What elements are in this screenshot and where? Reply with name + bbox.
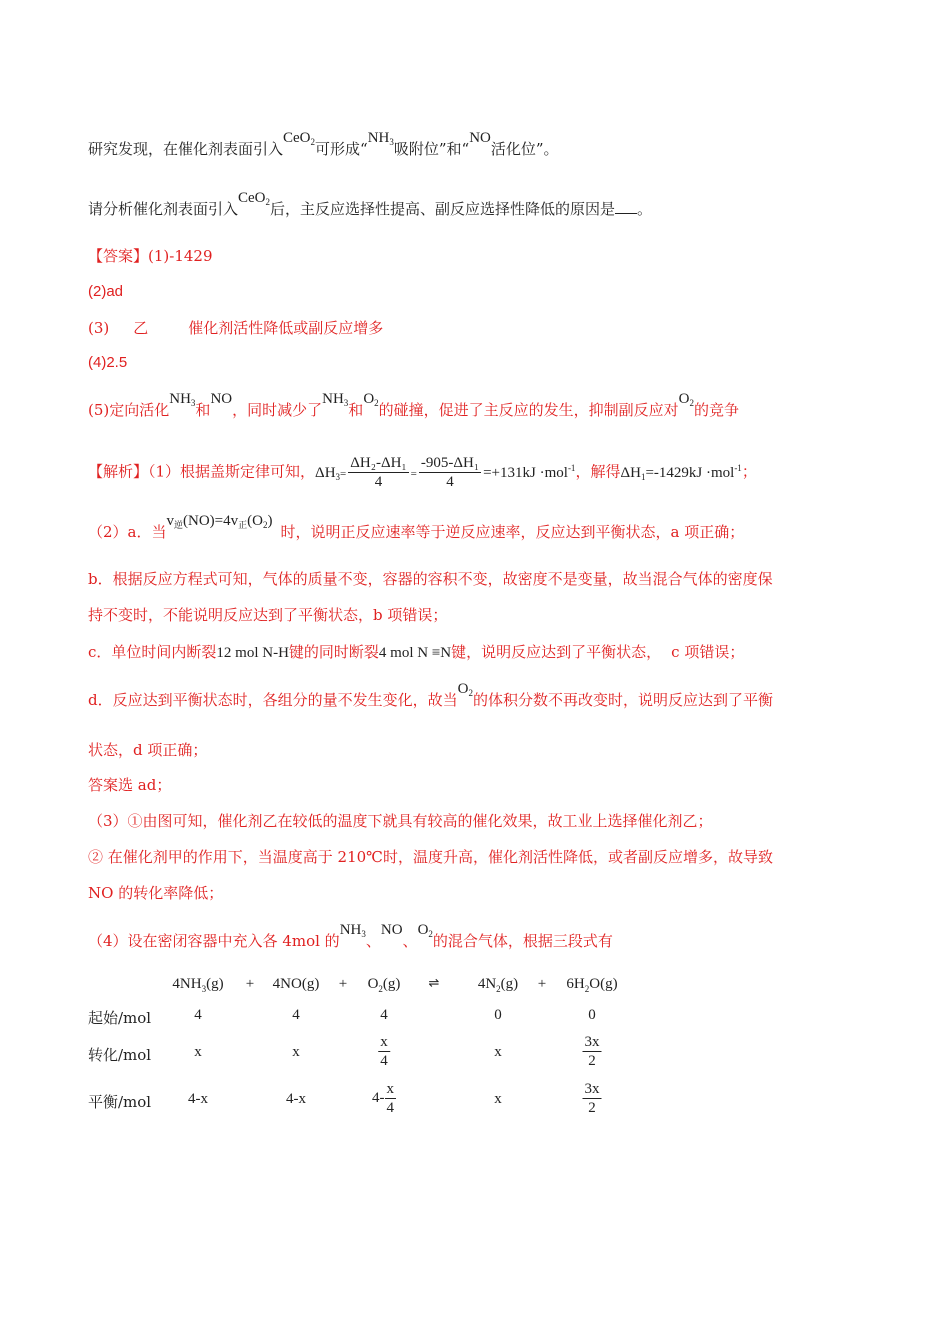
text: 的混合气体，根据三段式有 (432, 932, 613, 950)
analysis-line-2 (88, 513, 745, 548)
answer-heading: 【答案】(1)-1429 (88, 247, 213, 265)
text: 吸附位”和“ (393, 140, 470, 158)
analysis-line-1 (88, 454, 757, 491)
analysis-line-4: 持不变时，不能说明反应达到了平衡状态，b 项错误； (88, 606, 448, 624)
analysis-line-5 (88, 641, 744, 664)
fraction-2: $\frac{\text{-905-ΔH₁}}{4}$ (420, 455, 480, 490)
text: ； (741, 462, 757, 481)
text: （2）a．当 (88, 523, 167, 541)
result-value: =+131kJ ·mol$^{-1}$ (483, 462, 576, 481)
analysis-line-6 (88, 681, 773, 716)
text: 的竞争 (694, 401, 740, 419)
answer-part-5 (88, 391, 740, 426)
equals: = (340, 467, 347, 480)
text: ，同时减少了 (232, 401, 323, 419)
analysis-line-9: （3）①由图可知，催化剂乙在较低的温度下就具有较高的催化效果，故工业上选择催化剂乙； (88, 812, 713, 830)
product-n2: $4N_2(g)$ (477, 976, 519, 994)
nh-bond-amount: 12 mol N-H (216, 645, 289, 661)
text: 【解析】（1）根据盖斯定律可知， (88, 462, 316, 481)
plus-sign: + (537, 976, 547, 992)
row-label: 平衡/mol (88, 1093, 152, 1111)
row-label: 转化/mol (88, 1046, 152, 1064)
nn-bond-amount: 4 mol N ≡N (378, 645, 452, 661)
text: 催化剂活性降低或副反应增多 (188, 319, 384, 337)
o2-formula: $O_2$ (678, 391, 695, 408)
reactant-nh3: $4NH_3(g)$ (172, 976, 224, 994)
reactant-o2: $O_2(g)$ (367, 976, 401, 994)
text: 请分析催化剂表面引入 (88, 200, 239, 218)
row-label: 起始/mol (88, 1009, 152, 1027)
table-cell-fraction: $\frac{3x}{2}$ (584, 1034, 600, 1069)
nh3-formula: $NH_3$ (169, 391, 196, 408)
table-cell: 4 (380, 1007, 388, 1023)
nh3-formula: $NH_3$ (339, 922, 366, 939)
no-formula: NO (380, 922, 403, 938)
table-cell-fraction: $\frac{x}{4}$ (380, 1034, 388, 1069)
plus-sign: + (245, 976, 255, 992)
nh3-formula: $NH_3$ (322, 391, 349, 408)
o2-formula: $O_2$ (363, 391, 379, 408)
analysis-line-8: 答案选 ad； (88, 776, 172, 794)
product-h2o: $6H_2O(g)$ (566, 976, 618, 994)
text: 键的同时断裂 (288, 643, 379, 661)
row-change (88, 1033, 648, 1077)
table-cell: x (494, 1091, 502, 1107)
reactant-no: 4NO(g) (272, 976, 320, 992)
text: (5)定向活化 (88, 401, 170, 419)
analysis-line-3: b．根据反应方程式可知，气体的质量不变，容器的容积不变，故密度不是变量，故当混合气体的密度保 (88, 570, 773, 588)
text: 时，说明正反应速率等于逆反应速率，反应达到平衡状态，a 项正确； (280, 523, 745, 541)
table-cell-fraction: 4- $\frac{x}{4}$ (372, 1081, 394, 1116)
text: 可形成“ (315, 140, 368, 158)
table-cell: 4-x (286, 1091, 306, 1107)
table-cell: x (494, 1044, 502, 1060)
row-equilibrium (88, 1080, 648, 1124)
table-cell: x (194, 1044, 202, 1060)
dh1-result: $\Delta H_1=-1429kJ \cdot mol^{-1}$ (620, 462, 742, 482)
text: 。 (637, 200, 653, 218)
equals: = (410, 467, 417, 480)
table-cell: 0 (494, 1007, 502, 1023)
text: 的碰撞，促进了主反应的发生，抑制副反应对 (378, 401, 679, 419)
text: 和 (348, 401, 364, 419)
analysis-line-10: ② 在催化剂甲的作用下，当温度高于 210℃时，温度升高，催化剂活性降低，或者副反应增多，故导致 (88, 848, 773, 866)
table-cell: 4-x (188, 1091, 208, 1107)
text: c 项错误； (671, 643, 745, 661)
table-cell: 4 (194, 1007, 202, 1023)
ceo2-formula: CeO$_2$ (283, 130, 316, 147)
text: 、 (402, 932, 418, 950)
table-cell: x (292, 1044, 300, 1060)
intro-line-1 (88, 130, 559, 165)
text: 活化位”。 (490, 140, 559, 158)
analysis-line-12 (88, 922, 613, 957)
text: 后，主反应选择性提高、副反应选择性降低的原因是 (270, 200, 616, 218)
text: 键，说明反应达到了平衡状态， (451, 643, 662, 661)
answer-part-4: (4)2.5 (88, 354, 128, 371)
rate-expression: $v_逆(NO)=4v_正(O_2)$ (166, 513, 273, 530)
plus-sign: + (338, 976, 348, 992)
text: （4）设在密闭容器中充入各 4mol 的 (88, 932, 340, 950)
text: 研究发现，在催化剂表面引入 (88, 140, 284, 158)
text: 乙 (133, 319, 149, 337)
o2-formula: $O_2$ (457, 681, 473, 698)
answer-part-2: (2)ad (88, 283, 124, 300)
fraction-1: $\frac{\text{ΔH₂-ΔH₁}}{4}$ (350, 455, 407, 490)
answer-blank (615, 199, 637, 214)
ceo2-formula: CeO$_2$ (238, 190, 271, 207)
analysis-line-7: 状态，d 项正确； (88, 741, 208, 759)
text: 和 (195, 401, 211, 419)
table-cell-fraction: $\frac{3x}{2}$ (584, 1081, 600, 1116)
no-formula: NO (469, 130, 491, 146)
text: 、 (365, 932, 381, 950)
equilibrium-arrow-icon: ⇌ (428, 976, 440, 991)
text: d．反应达到平衡状态时，各组分的量不发生变化，故当 (88, 691, 458, 709)
table-cell: 4 (292, 1007, 300, 1023)
analysis-line-11: NO 的转化率降低； (88, 884, 224, 902)
answer-part-3 (88, 317, 383, 339)
no-formula: NO (210, 391, 233, 407)
text: ，解得 (575, 462, 621, 481)
nh3-formula: $NH_3$ (367, 130, 394, 147)
table-cell: 0 (588, 1007, 596, 1023)
text: 的体积分数不再改变时，说明反应达到了平衡 (472, 691, 773, 709)
text: c．单位时间内断裂 (88, 643, 217, 661)
o2-formula: $O_2$ (417, 922, 433, 939)
text: (3) (88, 319, 110, 337)
dh3-symbol: $\Delta H_3$ (315, 464, 341, 482)
intro-line-2 (88, 190, 653, 225)
